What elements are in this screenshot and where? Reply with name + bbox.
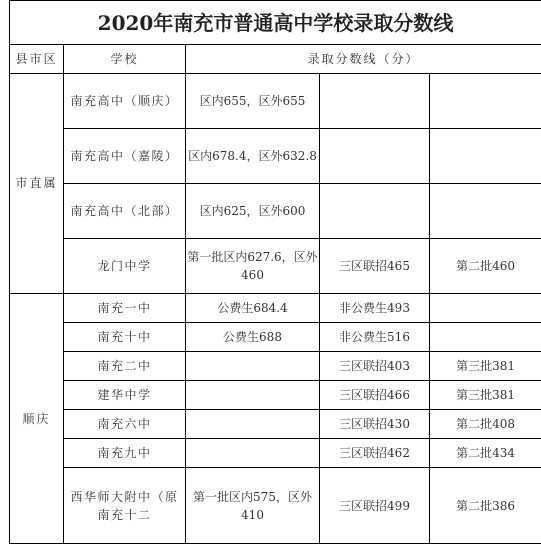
score-cell: 三区联招499 <box>320 468 430 544</box>
score-cell <box>320 74 430 129</box>
score-cell: 三区联招465 <box>320 239 430 294</box>
score-cell: 第三批381 <box>430 381 541 410</box>
school-name: 南充高中（顺庆） <box>64 74 186 129</box>
page-title: 2020年南充市普通高中学校录取分数线 <box>10 1 541 45</box>
score-table <box>9 0 541 544</box>
score-cell: 第二批460 <box>430 239 541 294</box>
school-name: 建华中学 <box>64 381 186 410</box>
school-name: 南充高中（嘉陵） <box>64 129 186 184</box>
county-cell: 顺庆 <box>10 294 64 544</box>
score-cell: 三区联招430 <box>320 410 430 439</box>
header-school: 学校 <box>64 45 186 74</box>
score-cell <box>430 323 541 352</box>
score-cell <box>430 294 541 323</box>
score-cell <box>430 129 541 184</box>
score-cell: 区内655，区外655 <box>186 74 320 129</box>
school-name: 南充一中 <box>64 294 186 323</box>
county-cell: 市直属 <box>10 74 64 294</box>
score-cell: 区内678.4，区外632.8 <box>186 129 320 184</box>
score-cell: 第二批386 <box>430 468 541 544</box>
score-cell: 三区联招466 <box>320 381 430 410</box>
score-cell <box>186 381 320 410</box>
score-cell: 三区联招403 <box>320 352 430 381</box>
school-name: 南充六中 <box>64 410 186 439</box>
score-cell: 第三批381 <box>430 352 541 381</box>
score-cell <box>430 184 541 239</box>
score-cell <box>186 352 320 381</box>
score-cell: 非公费生516 <box>320 323 430 352</box>
school-name: 南充十中 <box>64 323 186 352</box>
score-cell: 第一批区内575，区外410 <box>186 468 320 544</box>
school-name: 南充二中 <box>64 352 186 381</box>
score-cell: 非公费生493 <box>320 294 430 323</box>
score-cell <box>320 129 430 184</box>
school-name: 西华师大附中（原南充十二 <box>64 468 186 544</box>
school-name: 南充九中 <box>64 439 186 468</box>
score-cell <box>430 74 541 129</box>
score-cell: 三区联招462 <box>320 439 430 468</box>
score-cell: 公费生688 <box>186 323 320 352</box>
score-cell <box>186 439 320 468</box>
score-cell: 公费生684.4 <box>186 294 320 323</box>
header-score: 录取分数线（分） <box>186 45 541 74</box>
school-name: 龙门中学 <box>64 239 186 294</box>
school-name: 南充高中（北部） <box>64 184 186 239</box>
score-cell <box>320 184 430 239</box>
score-cell: 区内625，区外600 <box>186 184 320 239</box>
score-cell: 第二批408 <box>430 410 541 439</box>
score-cell: 第一批区内627.6，区外460 <box>186 239 320 294</box>
score-cell: 第二批434 <box>430 439 541 468</box>
score-cell <box>186 410 320 439</box>
header-county: 县市区 <box>10 45 64 74</box>
